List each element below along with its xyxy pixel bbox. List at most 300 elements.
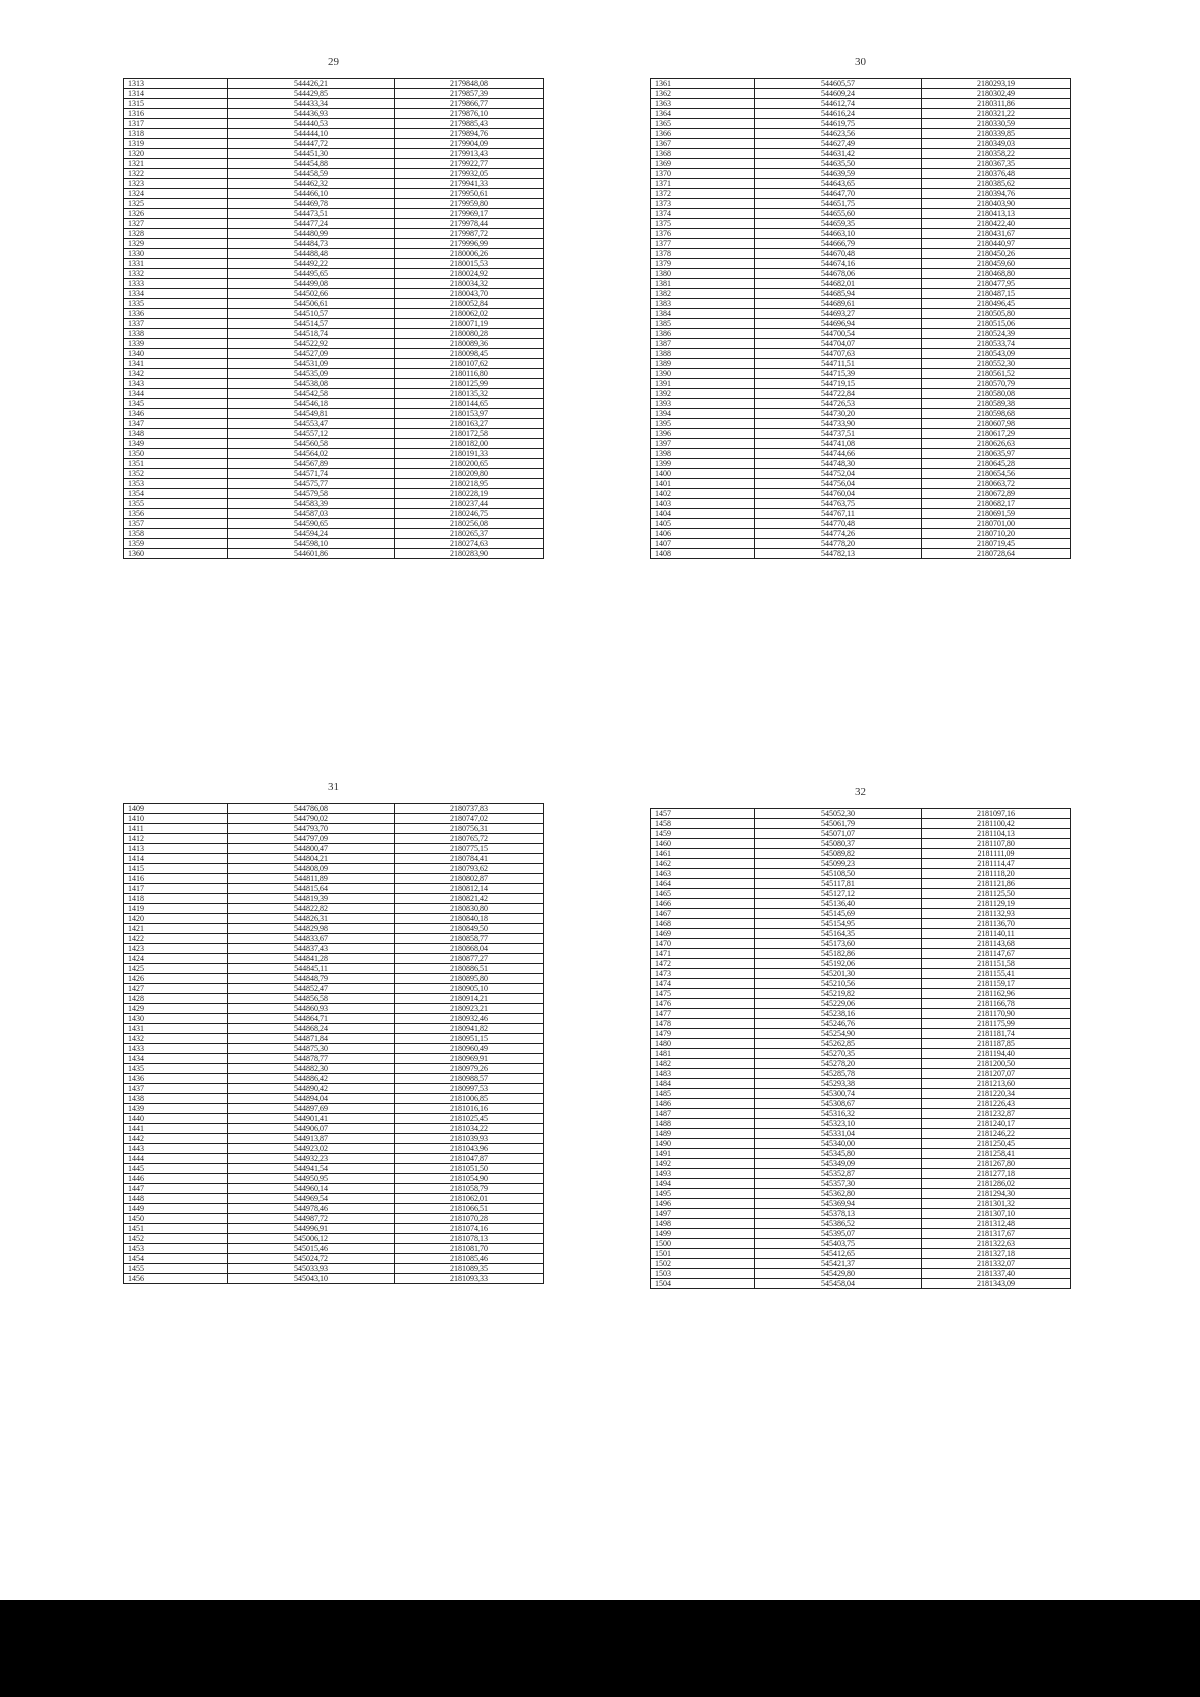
coord-x: 544808,09 <box>228 864 395 874</box>
point-number: 1494 <box>651 1179 755 1189</box>
coord-x: 544815,64 <box>228 884 395 894</box>
point-number: 1439 <box>124 1104 228 1114</box>
table-row <box>124 279 544 289</box>
coord-x: 544444,10 <box>228 129 395 139</box>
coord-y: 2180840,18 <box>395 914 544 924</box>
coord-y: 2180376,48 <box>922 169 1071 179</box>
point-number: 1349 <box>124 439 228 449</box>
coord-y: 2181062,01 <box>395 1194 544 1204</box>
point-number: 1343 <box>124 379 228 389</box>
page-30 <box>650 55 1071 559</box>
point-number: 1428 <box>124 994 228 1004</box>
coord-y: 2180543,09 <box>922 349 1071 359</box>
coord-x: 545201,30 <box>755 969 922 979</box>
point-number: 1379 <box>651 259 755 269</box>
coord-x: 544506,61 <box>228 299 395 309</box>
coord-x: 544822,82 <box>228 904 395 914</box>
table-row <box>651 1069 1071 1079</box>
coord-y: 2181240,17 <box>922 1119 1071 1129</box>
table-row <box>651 469 1071 479</box>
table-row <box>651 389 1071 399</box>
coord-y: 2180691,59 <box>922 509 1071 519</box>
coord-y: 2181136,70 <box>922 919 1071 929</box>
coord-y: 2180200,65 <box>395 459 544 469</box>
coord-x: 544782,13 <box>755 549 922 559</box>
page-number: 31 <box>328 781 339 793</box>
table-row <box>124 1094 544 1104</box>
point-number: 1470 <box>651 939 755 949</box>
point-number: 1403 <box>651 499 755 509</box>
point-number: 1384 <box>651 309 755 319</box>
point-number: 1458 <box>651 819 755 829</box>
coord-x: 544663,10 <box>755 229 922 239</box>
point-number: 1460 <box>651 839 755 849</box>
point-number: 1415 <box>124 864 228 874</box>
table-row <box>124 509 544 519</box>
table-row <box>124 984 544 994</box>
coord-y: 2180265,37 <box>395 529 544 539</box>
coord-y: 2181089,35 <box>395 1264 544 1274</box>
coord-x: 544913,87 <box>228 1134 395 1144</box>
table-row <box>124 529 544 539</box>
point-number: 1467 <box>651 909 755 919</box>
table-row <box>124 519 544 529</box>
point-number: 1479 <box>651 1029 755 1039</box>
coord-y: 2179922,77 <box>395 159 544 169</box>
page-29 <box>123 55 544 559</box>
point-number: 1352 <box>124 469 228 479</box>
table-row <box>124 874 544 884</box>
coord-x: 545270,35 <box>755 1049 922 1059</box>
table-row <box>124 139 544 149</box>
coord-y: 2181143,68 <box>922 939 1071 949</box>
point-number: 1318 <box>124 129 228 139</box>
table-row <box>124 1064 544 1074</box>
table-row <box>651 119 1071 129</box>
coord-y: 2181181,74 <box>922 1029 1071 1039</box>
coord-x: 544811,89 <box>228 874 395 884</box>
coord-y: 2180283,90 <box>395 549 544 559</box>
coord-y: 2180218,95 <box>395 479 544 489</box>
table-row <box>124 1014 544 1024</box>
coord-x: 545285,78 <box>755 1069 922 1079</box>
point-number: 1437 <box>124 1084 228 1094</box>
coord-y: 2181343,09 <box>922 1279 1071 1289</box>
coord-y: 2181200,50 <box>922 1059 1071 1069</box>
point-number: 1362 <box>651 89 755 99</box>
table-row <box>124 1044 544 1054</box>
coord-x: 544960,14 <box>228 1184 395 1194</box>
coord-y: 2181025,45 <box>395 1114 544 1124</box>
coord-x: 544473,51 <box>228 209 395 219</box>
coord-y: 2180172,58 <box>395 429 544 439</box>
coord-y: 2180052,84 <box>395 299 544 309</box>
table-row <box>124 1024 544 1034</box>
coord-x: 544767,11 <box>755 509 922 519</box>
coord-x: 545308,67 <box>755 1099 922 1109</box>
coord-y: 2180923,21 <box>395 1004 544 1014</box>
point-number: 1466 <box>651 899 755 909</box>
table-row <box>651 539 1071 549</box>
table-row <box>124 924 544 934</box>
coord-x: 544454,88 <box>228 159 395 169</box>
coord-y: 2180487,15 <box>922 289 1071 299</box>
coord-y: 2180812,14 <box>395 884 544 894</box>
coord-x: 545349,09 <box>755 1159 922 1169</box>
coord-x: 544719,15 <box>755 379 922 389</box>
table-row <box>651 149 1071 159</box>
table-row <box>124 1114 544 1124</box>
coord-x: 545182,86 <box>755 949 922 959</box>
coord-x: 545421,37 <box>755 1259 922 1269</box>
point-number: 1339 <box>124 339 228 349</box>
table-row <box>124 934 544 944</box>
coord-y: 2180209,80 <box>395 469 544 479</box>
table-row <box>651 529 1071 539</box>
coord-x: 545352,87 <box>755 1169 922 1179</box>
coord-x: 544495,65 <box>228 269 395 279</box>
coord-x: 544510,57 <box>228 309 395 319</box>
point-number: 1471 <box>651 949 755 959</box>
coord-y: 2180144,65 <box>395 399 544 409</box>
coord-y: 2181246,22 <box>922 1129 1071 1139</box>
table-row <box>651 1089 1071 1099</box>
table-row <box>124 1054 544 1064</box>
point-number: 1401 <box>651 479 755 489</box>
table-row <box>124 1204 544 1214</box>
point-number: 1434 <box>124 1054 228 1064</box>
table-row <box>651 269 1071 279</box>
coord-y: 2181104,13 <box>922 829 1071 839</box>
coord-x: 544864,71 <box>228 1014 395 1024</box>
coord-y: 2181307,10 <box>922 1209 1071 1219</box>
coord-y: 2180153,97 <box>395 409 544 419</box>
point-number: 1386 <box>651 329 755 339</box>
coord-y: 2179894,76 <box>395 129 544 139</box>
table-row <box>651 1159 1071 1169</box>
coord-x: 544598,10 <box>228 539 395 549</box>
coord-x: 544651,75 <box>755 199 922 209</box>
point-number: 1480 <box>651 1039 755 1049</box>
table-row <box>124 1214 544 1224</box>
point-number: 1491 <box>651 1149 755 1159</box>
table-row <box>124 249 544 259</box>
table-row <box>651 309 1071 319</box>
point-number: 1319 <box>124 139 228 149</box>
point-number: 1393 <box>651 399 755 409</box>
table-row <box>651 169 1071 179</box>
point-number: 1327 <box>124 219 228 229</box>
point-number: 1504 <box>651 1279 755 1289</box>
point-number: 1407 <box>651 539 755 549</box>
coord-x: 544514,57 <box>228 319 395 329</box>
coord-x: 544841,28 <box>228 954 395 964</box>
coord-y: 2181140,11 <box>922 929 1071 939</box>
table-row <box>651 199 1071 209</box>
table-row <box>651 259 1071 269</box>
coord-y: 2180321,22 <box>922 109 1071 119</box>
table-row <box>651 209 1071 219</box>
coord-x: 544682,01 <box>755 279 922 289</box>
coord-x: 545033,93 <box>228 1264 395 1274</box>
coord-y: 2181327,18 <box>922 1249 1071 1259</box>
coord-x: 545117,81 <box>755 879 922 889</box>
coord-y: 2180163,27 <box>395 419 544 429</box>
table-row <box>124 954 544 964</box>
coord-y: 2180431,67 <box>922 229 1071 239</box>
coord-x: 545089,82 <box>755 849 922 859</box>
point-number: 1381 <box>651 279 755 289</box>
coord-y: 2179950,61 <box>395 189 544 199</box>
coord-x: 544685,94 <box>755 289 922 299</box>
point-number: 1364 <box>651 109 755 119</box>
coord-y: 2180237,44 <box>395 499 544 509</box>
coord-x: 544462,32 <box>228 179 395 189</box>
coord-y: 2179885,43 <box>395 119 544 129</box>
table-row <box>124 99 544 109</box>
point-number: 1398 <box>651 449 755 459</box>
coord-y: 2180737,83 <box>395 804 544 814</box>
table-row <box>651 1249 1071 1259</box>
coord-x: 544770,48 <box>755 519 922 529</box>
point-number: 1473 <box>651 969 755 979</box>
table-row <box>124 1124 544 1134</box>
coord-x: 544436,93 <box>228 109 395 119</box>
coord-y: 2181034,22 <box>395 1124 544 1134</box>
coord-x: 544451,30 <box>228 149 395 159</box>
point-number: 1474 <box>651 979 755 989</box>
coord-y: 2181058,79 <box>395 1184 544 1194</box>
coord-x: 544941,54 <box>228 1164 395 1174</box>
point-number: 1326 <box>124 209 228 219</box>
coord-y: 2180302,49 <box>922 89 1071 99</box>
table-row <box>651 999 1071 1009</box>
table-row <box>124 864 544 874</box>
point-number: 1369 <box>651 159 755 169</box>
point-number: 1373 <box>651 199 755 209</box>
coord-y: 2180062,02 <box>395 309 544 319</box>
point-number: 1423 <box>124 944 228 954</box>
point-number: 1435 <box>124 1064 228 1074</box>
table-row <box>651 229 1071 239</box>
point-number: 1456 <box>124 1274 228 1284</box>
point-number: 1425 <box>124 964 228 974</box>
table-row <box>651 829 1071 839</box>
coord-y: 2180552,30 <box>922 359 1071 369</box>
table-row <box>124 1164 544 1174</box>
coord-x: 544670,48 <box>755 249 922 259</box>
table-row <box>651 1109 1071 1119</box>
coord-x: 544666,79 <box>755 239 922 249</box>
coord-y: 2181129,19 <box>922 899 1071 909</box>
coord-x: 544627,49 <box>755 139 922 149</box>
table-row <box>651 919 1071 929</box>
table-row <box>651 1019 1071 1029</box>
coord-y: 2181081,70 <box>395 1244 544 1254</box>
coord-x: 544722,84 <box>755 389 922 399</box>
point-number: 1359 <box>124 539 228 549</box>
coord-y: 2180367,35 <box>922 159 1071 169</box>
point-number: 1397 <box>651 439 755 449</box>
point-number: 1380 <box>651 269 755 279</box>
coord-x: 544623,56 <box>755 129 922 139</box>
table-row <box>124 429 544 439</box>
table-row <box>124 539 544 549</box>
coord-x: 544894,04 <box>228 1094 395 1104</box>
point-number: 1461 <box>651 849 755 859</box>
table-row <box>651 139 1071 149</box>
point-number: 1488 <box>651 1119 755 1129</box>
point-number: 1469 <box>651 929 755 939</box>
coord-x: 544678,06 <box>755 269 922 279</box>
coord-x: 544763,75 <box>755 499 922 509</box>
point-number: 1387 <box>651 339 755 349</box>
table-row <box>124 309 544 319</box>
point-number: 1476 <box>651 999 755 1009</box>
coord-y: 2179913,43 <box>395 149 544 159</box>
coord-y: 2180071,19 <box>395 319 544 329</box>
coord-x: 544560,58 <box>228 439 395 449</box>
table-row <box>124 1174 544 1184</box>
coord-y: 2180413,13 <box>922 209 1071 219</box>
coord-y: 2180719,45 <box>922 539 1071 549</box>
coord-y: 2180080,28 <box>395 329 544 339</box>
coord-x: 545458,04 <box>755 1279 922 1289</box>
table-row <box>124 209 544 219</box>
table-row <box>651 439 1071 449</box>
coord-y: 2180098,45 <box>395 349 544 359</box>
point-number: 1431 <box>124 1024 228 1034</box>
table-row <box>651 1189 1071 1199</box>
point-number: 1411 <box>124 824 228 834</box>
coord-x: 544531,09 <box>228 359 395 369</box>
coord-x: 545369,94 <box>755 1199 922 1209</box>
coord-x: 544659,35 <box>755 219 922 229</box>
coord-y: 2181166,78 <box>922 999 1071 1009</box>
coord-y: 2181093,33 <box>395 1274 544 1284</box>
coordinates-table <box>123 803 544 1284</box>
point-number: 1477 <box>651 1009 755 1019</box>
coord-x: 545108,50 <box>755 869 922 879</box>
coord-y: 2181337,40 <box>922 1269 1071 1279</box>
table-row <box>651 909 1071 919</box>
point-number: 1462 <box>651 859 755 869</box>
coord-x: 544535,09 <box>228 369 395 379</box>
coord-x: 544741,08 <box>755 439 922 449</box>
point-number: 1442 <box>124 1134 228 1144</box>
table-row <box>651 1269 1071 1279</box>
coord-y: 2180951,15 <box>395 1034 544 1044</box>
coord-x: 544860,93 <box>228 1004 395 1014</box>
coord-x: 544715,39 <box>755 369 922 379</box>
page-number: 30 <box>855 56 866 68</box>
coord-x: 544635,50 <box>755 159 922 169</box>
table-row <box>124 1194 544 1204</box>
coord-y: 2181051,50 <box>395 1164 544 1174</box>
coord-x: 544897,69 <box>228 1104 395 1114</box>
coord-y: 2180125,99 <box>395 379 544 389</box>
coord-y: 2181213,60 <box>922 1079 1071 1089</box>
coord-x: 544522,92 <box>228 339 395 349</box>
point-number: 1402 <box>651 489 755 499</box>
table-row <box>651 279 1071 289</box>
coord-x: 544856,58 <box>228 994 395 1004</box>
coord-x: 544546,18 <box>228 399 395 409</box>
coord-y: 2181074,16 <box>395 1224 544 1234</box>
page-number: 29 <box>328 56 339 68</box>
table-row <box>651 359 1071 369</box>
point-number: 1392 <box>651 389 755 399</box>
table-row <box>651 549 1071 559</box>
table-row <box>651 89 1071 99</box>
table-row <box>124 89 544 99</box>
table-row <box>651 509 1071 519</box>
coord-y: 2180293,19 <box>922 79 1071 89</box>
coord-y: 2180830,80 <box>395 904 544 914</box>
coord-x: 545403,75 <box>755 1239 922 1249</box>
coord-y: 2181114,47 <box>922 859 1071 869</box>
coord-x: 544829,98 <box>228 924 395 934</box>
point-number: 1328 <box>124 229 228 239</box>
coord-y: 2180459,60 <box>922 259 1071 269</box>
coord-x: 545323,10 <box>755 1119 922 1129</box>
table-row <box>651 1129 1071 1139</box>
coord-y: 2180477,95 <box>922 279 1071 289</box>
table-row <box>124 229 544 239</box>
coord-y: 2180228,19 <box>395 489 544 499</box>
coord-x: 544567,89 <box>228 459 395 469</box>
point-number: 1451 <box>124 1224 228 1234</box>
coord-x: 545080,37 <box>755 839 922 849</box>
coord-y: 2181047,87 <box>395 1154 544 1164</box>
coord-x: 544631,42 <box>755 149 922 159</box>
table-row <box>124 289 544 299</box>
coord-y: 2181277,18 <box>922 1169 1071 1179</box>
coord-x: 544932,23 <box>228 1154 395 1164</box>
coord-y: 2180349,03 <box>922 139 1071 149</box>
point-number: 1370 <box>651 169 755 179</box>
coord-x: 544466,10 <box>228 189 395 199</box>
coord-x: 544426,21 <box>228 79 395 89</box>
coord-x: 544790,02 <box>228 814 395 824</box>
coordinates-table <box>123 78 544 559</box>
point-number: 1367 <box>651 139 755 149</box>
coord-x: 545300,74 <box>755 1089 922 1099</box>
coord-x: 545254,90 <box>755 1029 922 1039</box>
coord-x: 544458,59 <box>228 169 395 179</box>
point-number: 1438 <box>124 1094 228 1104</box>
table-row <box>651 1169 1071 1179</box>
point-number: 1445 <box>124 1164 228 1174</box>
table-row <box>124 834 544 844</box>
table-row <box>124 1074 544 1084</box>
table-row <box>651 189 1071 199</box>
table-row <box>651 1099 1071 1109</box>
coord-y: 2179969,17 <box>395 209 544 219</box>
table-row <box>124 814 544 824</box>
coord-y: 2180988,57 <box>395 1074 544 1084</box>
table-row <box>651 929 1071 939</box>
table-row <box>124 1184 544 1194</box>
table-row <box>124 1104 544 1114</box>
coord-x: 544696,94 <box>755 319 922 329</box>
table-row <box>124 369 544 379</box>
point-number: 1492 <box>651 1159 755 1169</box>
coord-x: 544605,57 <box>755 79 922 89</box>
table-row <box>651 979 1071 989</box>
coord-x: 544852,47 <box>228 984 395 994</box>
coord-x: 545015,46 <box>228 1244 395 1254</box>
